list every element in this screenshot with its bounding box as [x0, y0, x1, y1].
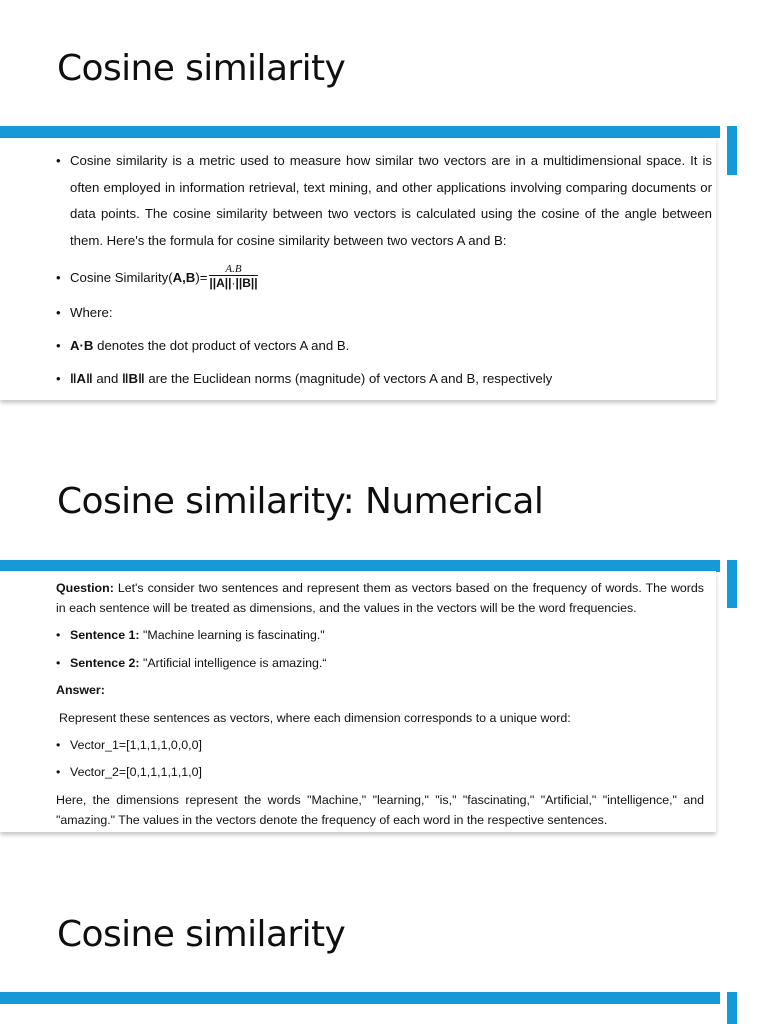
question-paragraph	[56, 579, 704, 618]
formula-args: A,B	[172, 270, 196, 285]
norm-b: ‖B‖	[122, 371, 145, 386]
vector-list	[56, 735, 704, 782]
answer-label: Answer:	[56, 683, 105, 697]
accent-bar	[0, 992, 720, 1004]
formula-item	[0, 263, 712, 293]
accent-side-bar	[727, 126, 737, 175]
list-item	[56, 653, 704, 673]
dot-operator: ·	[231, 275, 236, 290]
content-box	[0, 138, 716, 400]
question-text: Let's consider two sentences and represent them as vectors based on the frequency of words. The words in each sentence will be treated as dimensions, and the values in the vectors will be the word frequencies.	[56, 581, 704, 615]
where-text: Where:	[70, 305, 113, 320]
question-label: Question:	[56, 581, 114, 595]
list-item	[0, 336, 712, 356]
list-item	[0, 369, 712, 389]
norm-description: are the Euclidean norms (magnitude) of vectors A and B, respectively	[144, 371, 553, 386]
accent-side-bar	[727, 560, 737, 608]
list-item	[0, 303, 712, 323]
norm-conjunction: and	[92, 371, 122, 386]
list-item	[56, 625, 704, 645]
list-item: • Vector_2=[0,1,1,1,1,1,0]	[56, 762, 704, 782]
formula-numerator: A.B	[209, 263, 257, 276]
sentence-1-label: Sentence 1:	[70, 628, 140, 642]
list-item: • Vector_1=[1,1,1,1,0,0,0]	[56, 735, 704, 755]
formula-equals: )=	[195, 270, 208, 285]
formula-denominator	[209, 276, 257, 291]
sentence-2-label: Sentence 2:	[70, 656, 140, 670]
slide-title: Cosine similarity	[57, 914, 346, 955]
norm-a: ‖A‖	[70, 371, 93, 386]
norm-a-term: ||A||	[209, 275, 232, 290]
bullet-list	[0, 148, 712, 389]
answer-intro: Represent these sentences as vectors, where each dimension corresponds to a unique word:	[59, 711, 571, 725]
closing-paragraph: Here, the dimensions represent the words "Machine," "learning," "is," "fascinating," "Artificial," "intelligence," and "amazing." The values in the vectors denote the frequency of each word in the respective sentences.	[56, 793, 704, 827]
content-box	[0, 571, 716, 832]
sentence-2-text: "Artificial intelligence is amazing.“	[139, 656, 327, 670]
slide-title: Cosine similarity: Numerical	[57, 481, 544, 522]
sentence-list	[56, 625, 704, 673]
formula-label: Cosine Similarity(	[70, 270, 173, 285]
formula-fraction	[209, 263, 257, 291]
slide-title: Cosine similarity	[57, 48, 346, 89]
accent-bar	[0, 126, 720, 138]
accent-side-bar	[727, 992, 737, 1024]
dot-description: denotes the dot product of vectors A and B.	[93, 338, 350, 353]
intro-text: Cosine similarity is a metric used to measure how similar two vectors are in a multidimensional space. It is often employed in information retrieval, text mining, and other applications involving comparing documents or data points. The cosine similarity between two vectors is calculated using the cosine of the angle between them. Here's the formula for cosine similarity between two vectors A and B:	[70, 153, 712, 248]
norm-b-term: ||B||	[235, 275, 258, 290]
dot-term: A·B	[70, 338, 94, 353]
sentence-1-text: "Machine learning is fascinating."	[139, 628, 325, 642]
list-item	[0, 148, 712, 254]
